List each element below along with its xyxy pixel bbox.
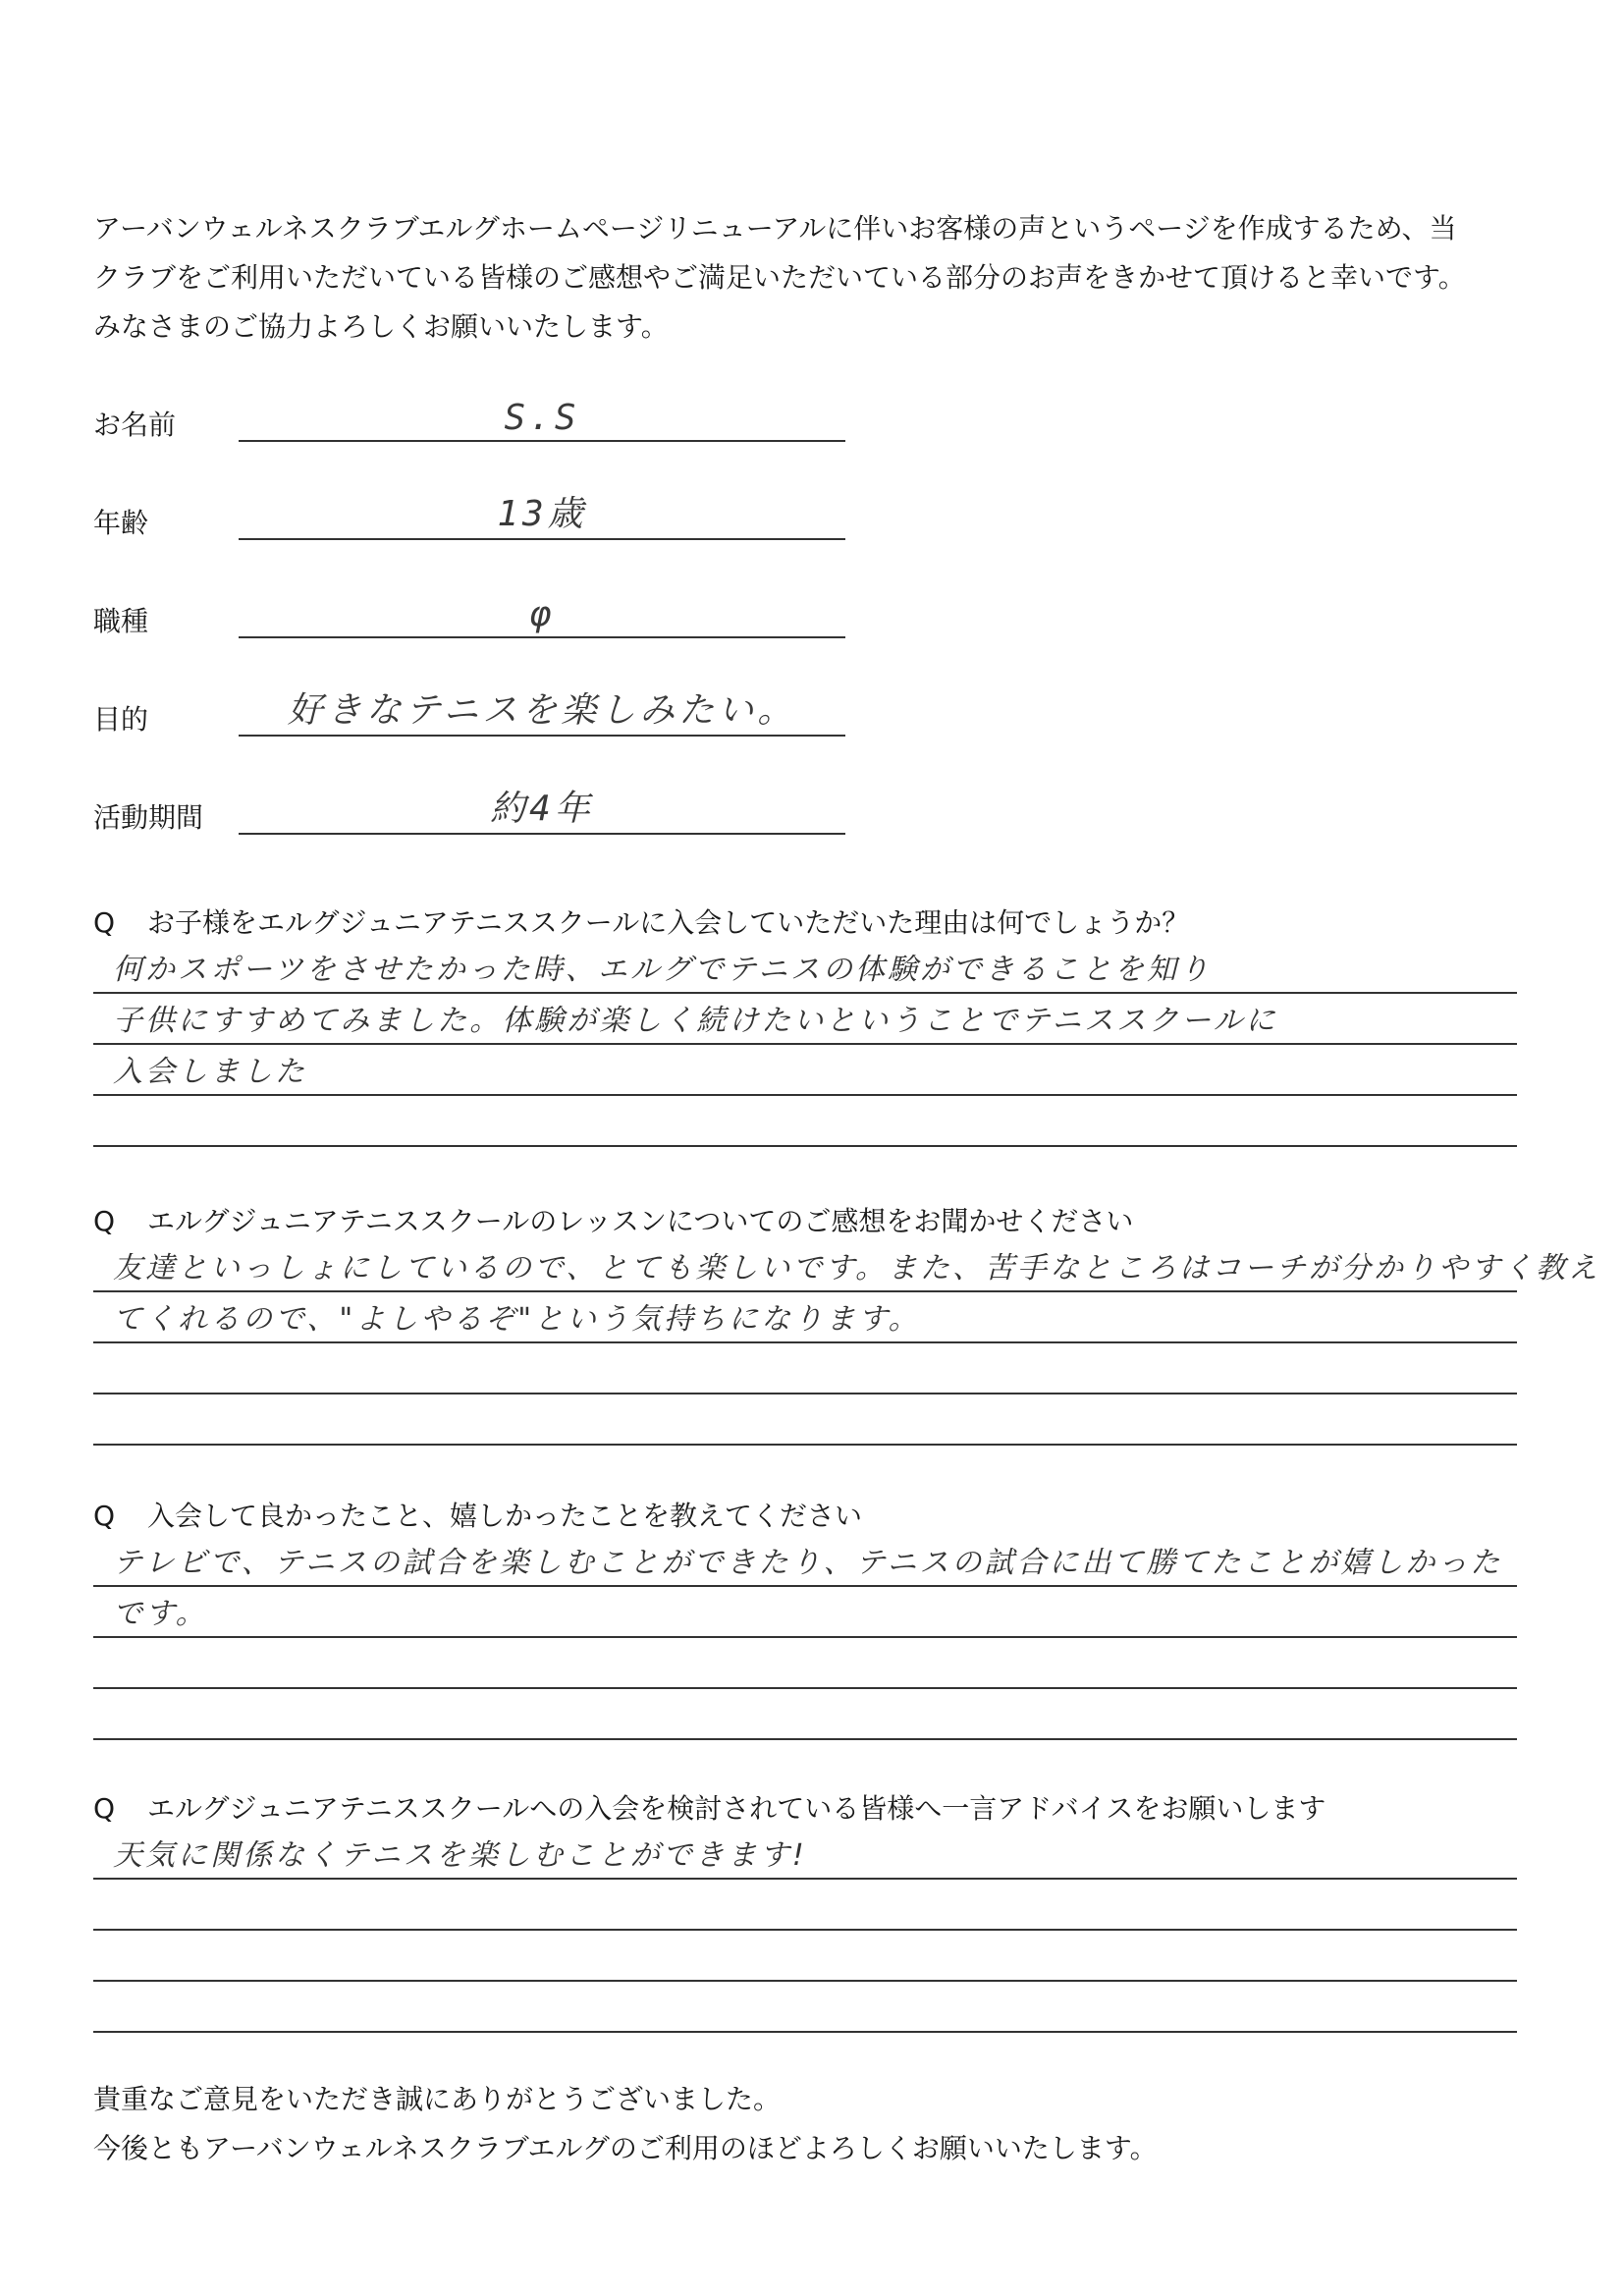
field-underline (239, 735, 845, 737)
question-text: エルグジュニアテニススクールのレッスンについてのご感想をお聞かせください (147, 1205, 1134, 1237)
answer-text: 何かスポーツをさせたかった時、エルグでテニスの体験ができることを知り (113, 953, 1212, 987)
field-label: 目的 (93, 703, 149, 736)
answer-line (93, 1343, 1517, 1394)
field-underline (239, 636, 845, 638)
intro-text (93, 204, 1546, 352)
answer-line (93, 1880, 1517, 1931)
question-mark: Q (93, 1205, 116, 1237)
answer-text: てくれるので、"よしやるぞ"という気持ちになります。 (113, 1302, 921, 1337)
field-purpose (93, 678, 859, 737)
question-text: エルグジュニアテニススクールへの入会を検討されている皆様へ一言アドバイスをお願いします (147, 1792, 1326, 1825)
field-value: φ (529, 594, 555, 634)
answer-line (93, 1829, 1517, 1880)
intro-line: アーバンウェルネスクラブエルグホームページリニューアルに伴いお客様の声というページを作成するため、当 (93, 212, 1457, 245)
field-underline (239, 538, 845, 540)
answer-line (93, 1394, 1517, 1446)
question-text: お子様をエルグジュニアテニススクールに入会していただいた理由は何でしょうか？ (147, 906, 1190, 939)
question-title (93, 1497, 1517, 1536)
answer-text: 天気に関係なくテニスを楽しむことができます! (113, 1838, 807, 1873)
question-title (93, 903, 1517, 943)
field-label: 活動期間 (93, 801, 204, 834)
field-age (93, 481, 859, 540)
question-text: 入会して良かったこと、嬉しかったことを教えてください (147, 1500, 863, 1532)
answer-text: 友達といっしょにしているので、とても楽しいです。また、苦手なところはコーチが分かりやすく教え (113, 1251, 1600, 1285)
answer-line (93, 1292, 1517, 1343)
field-period (93, 776, 859, 835)
answer-line (93, 1931, 1517, 1982)
question-block (93, 1202, 1600, 1446)
answer-line (93, 994, 1517, 1045)
answer-line (93, 1536, 1517, 1587)
closing-line: 貴重なご意見をいただき誠にありがとうございました。 (93, 2083, 782, 2115)
field-label: 職種 (93, 605, 149, 637)
question-title (93, 1789, 1517, 1829)
field-label: お名前 (93, 409, 177, 441)
field-name (93, 383, 859, 442)
question-block (93, 1789, 1517, 2033)
closing-text (93, 2075, 1158, 2173)
question-mark: Q (93, 1792, 116, 1825)
question-mark: Q (93, 1500, 116, 1532)
question-block (93, 1497, 1517, 1740)
answer-line (93, 1689, 1517, 1740)
closing-line: 今後ともアーバンウェルネスクラブエルグのご利用のほどよろしくお願いいたします。 (93, 2132, 1158, 2164)
intro-line: クラブをご利用いただいている皆様のご感想やご満足いただいている部分のお声をきかせて頂けると幸いです。 (93, 261, 1466, 294)
intro-line: みなさまのご協力よろしくお願いいたします。 (93, 310, 669, 343)
answer-text: 子供にすすめてみました。体験が楽しく続けたいということでテニススクールに (113, 1004, 1278, 1038)
field-value: 約4年 (490, 789, 594, 829)
answer-line (93, 1982, 1517, 2033)
answer-text: です。 (113, 1597, 208, 1631)
question-block (93, 903, 1517, 1147)
answer-line (93, 1241, 1600, 1292)
field-occupation (93, 579, 859, 638)
field-value: 13歳 (497, 494, 587, 534)
answer-line (93, 1587, 1517, 1638)
answer-line (93, 1045, 1517, 1096)
field-underline (239, 440, 845, 442)
field-value: S.S (504, 398, 580, 438)
question-mark: Q (93, 906, 116, 939)
answer-line (93, 943, 1517, 994)
field-underline (239, 833, 845, 835)
answer-text: テレビで、テニスの試合を楽しむことができたり、テニスの試合に出て勝てたことが嬉しかった (113, 1546, 1503, 1580)
field-value: 好きなテニスを楽しみたい。 (287, 690, 797, 731)
answer-text: 入会しました (113, 1055, 307, 1089)
question-title (93, 1202, 1517, 1241)
answer-line (93, 1638, 1517, 1689)
field-label: 年齢 (93, 507, 149, 539)
answer-line (93, 1096, 1517, 1147)
